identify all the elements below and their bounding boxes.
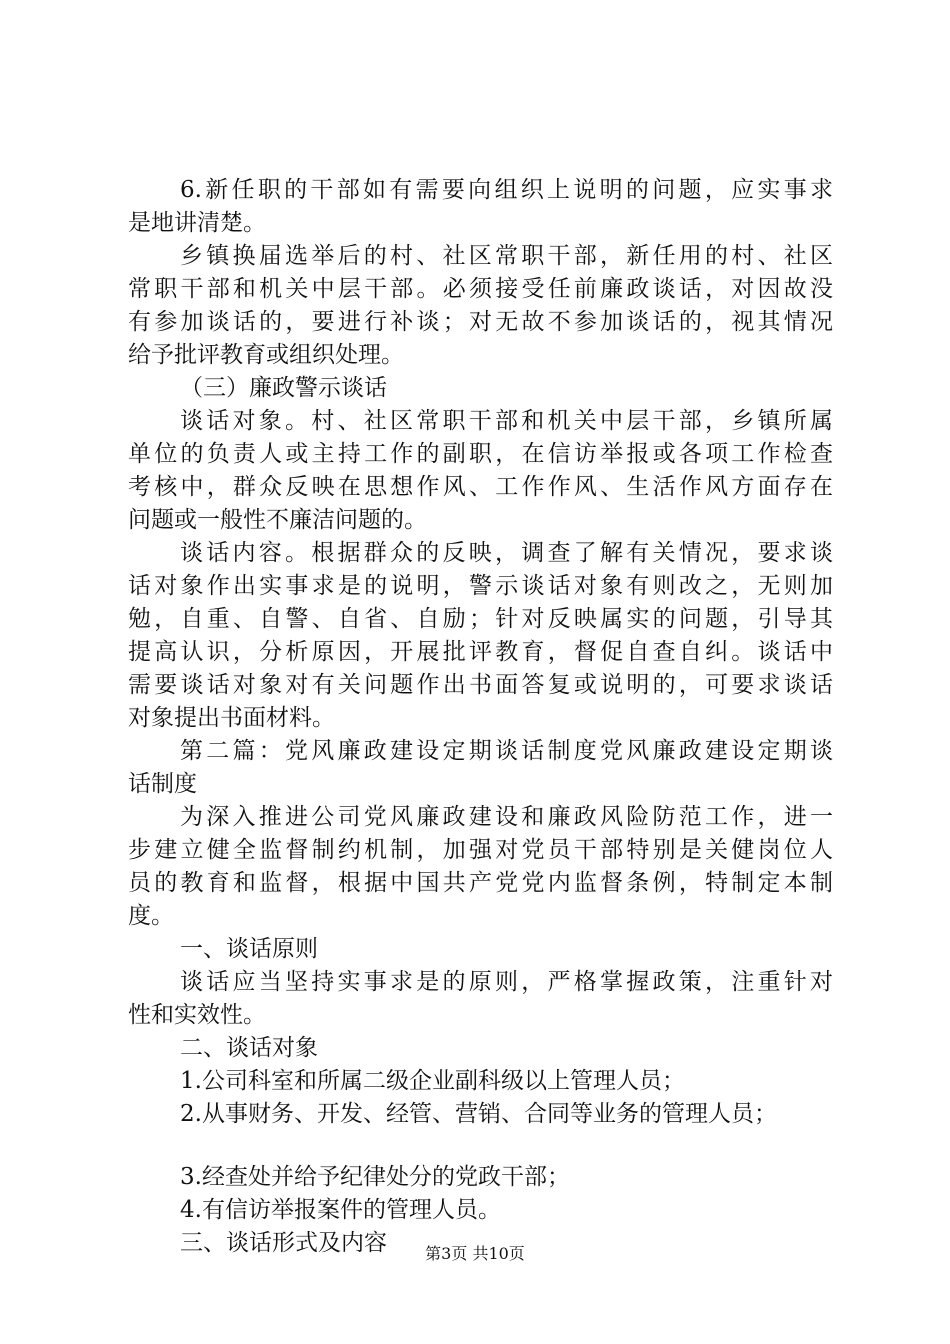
list-item: 1.公司科室和所属二级企业副科级以上管理人员； <box>180 1068 685 1094</box>
list-item: 4.有信访举报案件的管理人员。 <box>180 1197 501 1223</box>
text-line: 考核中，群众反映在思想作风、工作作风、生活作风方面存在 <box>128 474 833 500</box>
text-line: 度。 <box>128 903 174 929</box>
text-line: 单位的负责人或主持工作的副职，在信访举报或各项工作检查 <box>128 441 833 467</box>
section-heading: （三）廉政警示谈话 <box>180 375 387 401</box>
text-line: 给予批评教育或组织处理。 <box>128 342 404 368</box>
text-line: 员的教育和监督，根据中国共产党党内监督条例，特制定本制 <box>128 870 833 896</box>
text-line: 提高认识，分析原因，开展批评教育，督促自查自纠。谈话中 <box>128 639 833 665</box>
text-line: 有参加谈话的，要进行补谈；对无故不参加谈话的，视其情况 <box>128 309 833 335</box>
text-line: 乡镇换届选举后的村、社区常职干部，新任用的村、社区 <box>180 243 833 269</box>
text-line: 6.新任职的干部如有需要向组织上说明的问题，应实事求 <box>180 177 833 203</box>
text-line: 问题或一般性不廉洁问题的。 <box>128 507 427 533</box>
list-item: 3.经查处并给予纪律处分的党政干部； <box>180 1164 570 1190</box>
text-line: 为深入推进公司党风廉政建设和廉政风险防范工作，进一 <box>180 804 833 830</box>
text-line: 谈话内容。根据群众的反映，调查了解有关情况，要求谈 <box>180 540 833 566</box>
text-line: 勉，自重、自警、自省、自励；针对反映属实的问题，引导其 <box>128 606 833 632</box>
list-item: 2.从事财务、开发、经管、营销、合同等业务的管理人员； <box>180 1101 777 1127</box>
page-number-footer: 第3页 共10页 <box>425 1244 525 1263</box>
text-line: 谈话应当坚持实事求是的原则，严格掌握政策，注重针对 <box>180 969 833 995</box>
section-heading: 一、谈话原则 <box>180 936 318 962</box>
text-line: 需要谈话对象对有关问题作出书面答复或说明的，可要求谈话 <box>128 672 833 698</box>
text-line: 谈话对象。村、社区常职干部和机关中层干部，乡镇所属 <box>180 408 833 434</box>
text-line: 步建立健全监督制约机制，加强对党员干部特别是关健岗位人 <box>128 837 833 863</box>
section-heading: 三、谈话形式及内容 <box>180 1230 387 1256</box>
chapter-heading: 第二篇：党风廉政建设定期谈话制度党风廉政建设定期谈 <box>180 738 833 764</box>
text-line: 话对象作出实事求是的说明，警示谈话对象有则改之，无则加 <box>128 573 833 599</box>
chapter-heading: 话制度 <box>128 771 197 797</box>
text-line: 是地讲清楚。 <box>128 210 266 236</box>
text-line: 对象提出书面材料。 <box>128 705 335 731</box>
text-line: 性和实效性。 <box>128 1002 266 1028</box>
section-heading: 二、谈话对象 <box>180 1035 318 1061</box>
text-line: 常职干部和机关中层干部。必须接受任前廉政谈话，对因故没 <box>128 276 833 302</box>
